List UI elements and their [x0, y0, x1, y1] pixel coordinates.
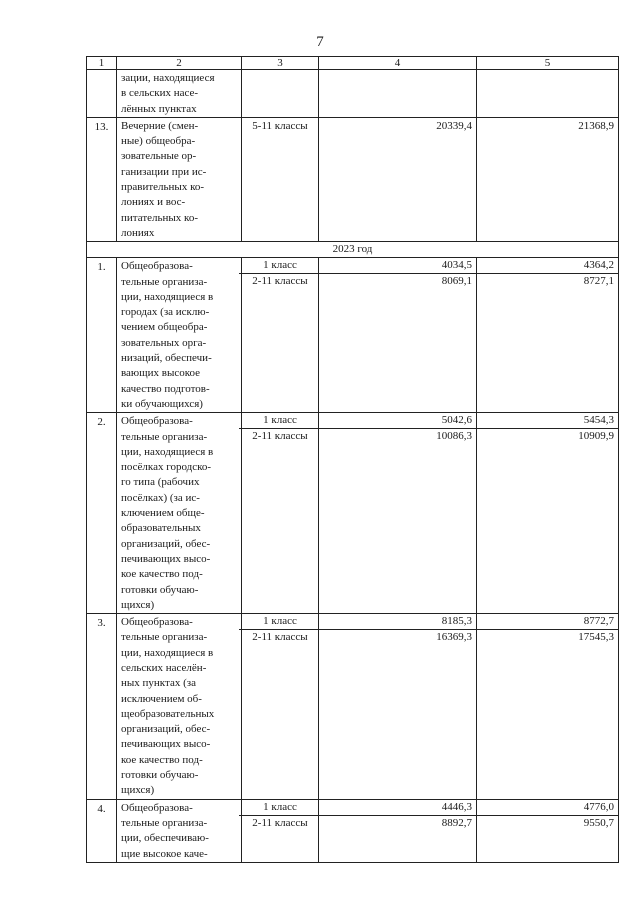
description-line: ные) общеобра-: [121, 135, 196, 148]
column-number: 3: [242, 57, 319, 70]
description-line: Общеобразова-: [121, 616, 193, 629]
row-description: [117, 799, 242, 862]
description-line: организаций, обес-: [121, 723, 211, 736]
description-line: готовки обучаю-: [121, 583, 199, 596]
description-line: щихся): [121, 598, 155, 611]
column-number: 5: [477, 57, 619, 70]
description-line: зовательных орга-: [121, 336, 207, 349]
description-line: исключением об-: [121, 692, 202, 705]
description-line: чением общеобра-: [121, 321, 208, 334]
value-grade-2-11: 8069,1: [441, 275, 472, 288]
row-class: [242, 70, 319, 118]
row-value-col5: [477, 258, 619, 413]
description-line: готовки обучаю-: [121, 769, 199, 782]
class-grade-2-11: 2-11 классы: [252, 631, 308, 644]
value-grade-2-11: 8727,1: [583, 275, 614, 288]
class-grade-1: 1 класс: [239, 800, 321, 816]
class-grade-2-11: 2-11 классы: [252, 430, 308, 443]
value-grade-1: 5042,6: [319, 413, 476, 429]
description-line: лониях и вос-: [121, 196, 186, 209]
column-number: 2: [117, 57, 242, 70]
description-line: лониях: [121, 226, 155, 239]
row-value-col4: [319, 614, 477, 800]
row-description: [117, 413, 242, 614]
row-class: [242, 258, 319, 413]
class-grade-1: 1 класс: [239, 614, 321, 630]
year-label: 2023 год: [87, 242, 619, 258]
description-line: питательных ко-: [121, 211, 198, 224]
row-value-col5: [477, 614, 619, 800]
table-row: [87, 799, 619, 862]
value-grade-1: 8185,3: [319, 614, 476, 630]
description-line: щеобразовательных: [121, 707, 215, 720]
table-row: [87, 117, 619, 241]
description-line: Общеобразова-: [121, 415, 193, 428]
value-grade-2-11: 17545,3: [578, 631, 614, 644]
row-description: [117, 70, 242, 118]
row-description: [117, 258, 242, 413]
description-line: вающих высокое: [121, 367, 201, 380]
row-class: [242, 799, 319, 862]
class-grade-1: 1 класс: [239, 258, 321, 274]
value-grade-1: 4776,0: [477, 800, 618, 816]
description-line: ции, находящиеся в: [121, 445, 214, 458]
column-number: 4: [319, 57, 477, 70]
description-line: образовательных: [121, 522, 201, 535]
row-number: 4.: [87, 799, 117, 862]
cost-table: [86, 56, 619, 863]
page-number: 7: [316, 34, 324, 50]
row-description: [117, 117, 242, 241]
row-value-col4: 20339,4: [319, 117, 477, 241]
row-value-col4: [319, 258, 477, 413]
description-line: печивающих высо-: [121, 738, 211, 751]
description-line: зовательные ор-: [121, 150, 197, 163]
description-line: качество подготов-: [121, 382, 210, 395]
description-line: ных пунктах (за: [121, 677, 196, 690]
table-row: [87, 70, 619, 118]
description-line: ганизации при ис-: [121, 165, 207, 178]
row-value-col4: [319, 413, 477, 614]
description-line: Общеобразова-: [121, 801, 193, 814]
class-grade-2-11: 2-11 классы: [252, 275, 308, 288]
row-number: 13.: [87, 117, 117, 241]
row-number: 2.: [87, 413, 117, 614]
description-line: щие высокое каче-: [121, 847, 208, 860]
row-class: 5-11 классы: [242, 117, 319, 241]
description-line: тельные организа-: [121, 631, 208, 644]
description-line: Вечерние (смен-: [121, 119, 199, 132]
row-value-col5: [477, 799, 619, 862]
description-line: го типа (рабочих: [121, 476, 200, 489]
row-number: 1.: [87, 258, 117, 413]
value-grade-1: 5454,3: [477, 413, 618, 429]
value-grade-1: 4446,3: [319, 800, 476, 816]
column-number: 1: [87, 57, 117, 70]
description-line: лённых пунктах: [121, 102, 197, 115]
description-line: ции, обеспечиваю-: [121, 832, 209, 845]
value-grade-2-11: 10909,9: [578, 430, 614, 443]
description-line: тельные организа-: [121, 816, 208, 829]
row-number: 3.: [87, 614, 117, 800]
table-row: [87, 614, 619, 800]
table-row: [87, 413, 619, 614]
value-grade-2-11: 10086,3: [436, 430, 472, 443]
description-line: посёлках) (за ис-: [121, 491, 200, 504]
description-line: печивающих высо-: [121, 552, 211, 565]
row-class: [242, 413, 319, 614]
description-line: ки обучающихся): [121, 397, 203, 410]
description-line: кое качество под-: [121, 753, 203, 766]
description-line: городах (за исклю-: [121, 306, 210, 319]
value-grade-2-11: 16369,3: [436, 631, 472, 644]
column-number-row: [87, 57, 619, 70]
row-value-col4: [319, 799, 477, 862]
description-line: ции, находящиеся в: [121, 290, 214, 303]
description-line: ключением обще-: [121, 507, 205, 520]
row-value-col5: [477, 70, 619, 118]
row-value-col5: [477, 413, 619, 614]
description-line: в сельских насе-: [121, 87, 199, 100]
description-line: зации, находящиеся: [121, 72, 215, 84]
description-line: кое качество под-: [121, 568, 203, 581]
row-description: [117, 614, 242, 800]
description-line: ции, находящиеся в: [121, 646, 214, 659]
description-line: низаций, обеспечи-: [121, 352, 212, 365]
description-line: организаций, обес-: [121, 537, 211, 550]
year-row: [87, 242, 619, 258]
description-line: правительных ко-: [121, 181, 205, 194]
description-line: щихся): [121, 784, 155, 797]
value-grade-2-11: 9550,7: [583, 816, 614, 829]
description-line: Общеобразова-: [121, 260, 193, 273]
value-grade-1: 4034,5: [319, 258, 476, 274]
value-grade-2-11: 8892,7: [441, 816, 472, 829]
class-grade-2-11: 2-11 классы: [252, 816, 308, 829]
description-line: сельских населён-: [121, 661, 207, 674]
description-line: тельные организа-: [121, 275, 208, 288]
value-grade-1: 4364,2: [477, 258, 618, 274]
value-grade-1: 8772,7: [477, 614, 618, 630]
class-grade-1: 1 класс: [239, 413, 321, 429]
description-line: тельные организа-: [121, 430, 208, 443]
table-row: [87, 258, 619, 413]
row-value-col4: [319, 70, 477, 118]
row-value-col5: 21368,9: [477, 117, 619, 241]
row-class: [242, 614, 319, 800]
row-number: [87, 70, 117, 118]
description-line: посёлках городско-: [121, 461, 212, 474]
